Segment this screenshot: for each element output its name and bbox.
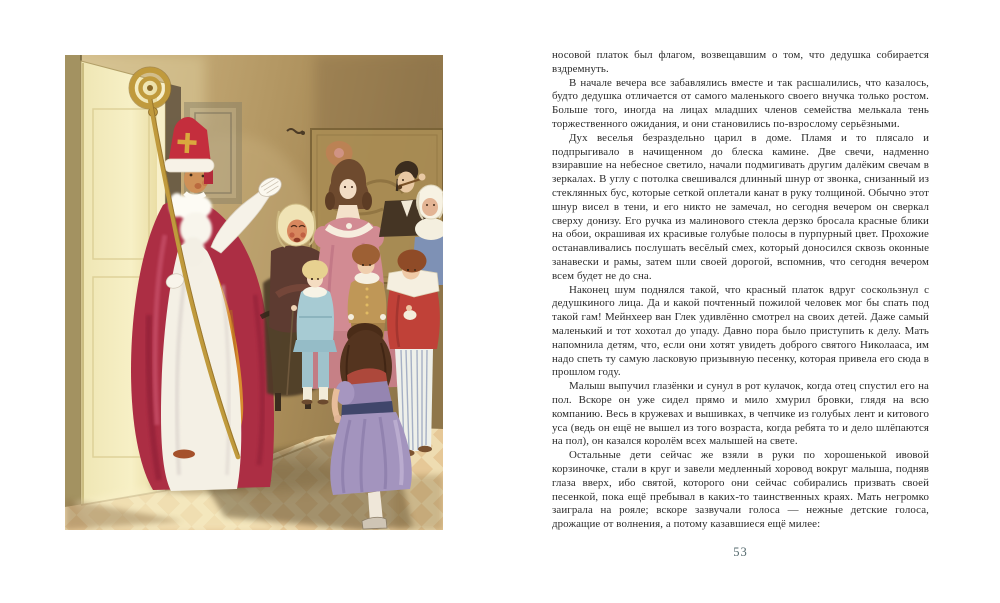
book-illustration [65, 55, 443, 530]
red-shoe [173, 450, 195, 459]
right-page-text [552, 49, 929, 532]
paragraph: Дух веселья безраздельно царил в доме. Пламя и то плясало и подпрыгивало в начищенном до блеска камине. Две свечи, надменно взиравшие на небесное светило, начали подмигивать другим далёким свечам в зеркалах. В углу с потолка свешивался длинный шнур от звонка, снизанный из стеклянных бус, которые сеткой оплетали канат в руку толщиной. Обычно этот шнур висел в тени, и его никто не замечал, но сегодня вечером он сверкал сверху донизу. Его ручка из малинового стекла дерзко бросала красные блики на обои, окрашивая их красивые голубые полосы в пурпурный цвет. Прохожие останавливались послушать весёлый смех, который доносился сквозь оконные занавески и рамы, затем шли своей дорогой, вспомнив, что сегодня вечером всем будет не до сна. [552, 131, 929, 282]
paragraph: Наконец шум поднялся такой, что красный платок вдруг соскользнул с дедушкиного лица. Да и какой почтенный пожилой человек мог бы спать под такой гам! Мейнхеер ван Глек удивлённо смотрел на своих детей. Даже самый маленький и тот хохотал до упаду. Давно пора было приступить к делу. Мать напомнила детям, что, если они хотят увидеть доброго святого Николааса, им надо спеть ту самую ласковую призывную песенку, которая привела его сюда в прошлом году. [552, 283, 929, 379]
paragraph: Малыш выпучил глазёнки и сунул в рот кулачок, когда отец спустил его на пол. Вскоре он уже сидел прямо и мило хмурил бровки, глядя на всю компанию. Весь в кружевах и вышивках, в чепчике из голубых лент и китового уса (ведь он ещё не вышел из того возраста, когда ребята то и дело шлёпаются на пол), он казался королём всех малышей на свете. [552, 380, 929, 448]
paragraph: Остальные дети сейчас же взяли в руки по хорошенькой ивовой корзиночке, стали в круг и завели медленный хоровод вокруг малыша, подняв глаза вверх, ибо святой, которого они сейчас собирались призвать своей песенкой, пока ещё пребывал в каких-то таинственных краях. Мать негромко заиграла на рояле; вскоре зазвучали голоса — нежные детские голоса, дрожащие от волнения, а потому казавшиеся ещё милее: [552, 449, 929, 531]
left-page [65, 55, 443, 530]
paragraph: В начале вечера все забавлялись вместе и так расшалились, что казалось, будто дедушка отличается от самого маленького своего внучка только ростом. Больше того, иногда на лицах младших членов семейства мелькала тень торжественного ожидания, и они становились по-взрослому серьёзными. [552, 76, 929, 130]
page-number: 53 [733, 545, 748, 559]
paragraph: носовой платок был флагом, возвещавшим о том, что дедушка собирается вздремнуть. [552, 49, 929, 75]
